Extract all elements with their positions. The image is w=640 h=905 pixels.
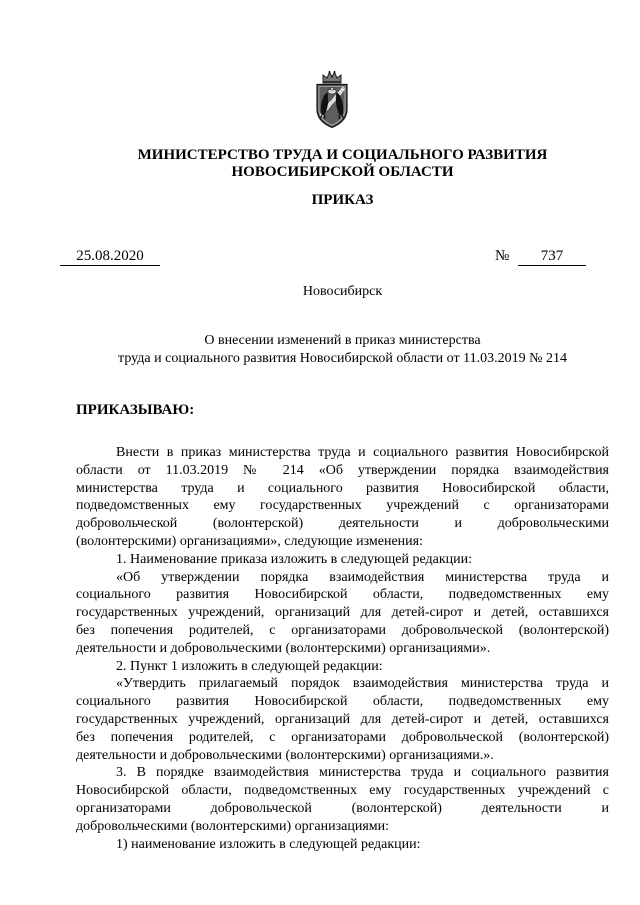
text-line: организаторами добровольческой (волонтерской) деятельности и <box>76 800 609 816</box>
item-3-paragraph <box>76 764 609 835</box>
subject-line2: труда и социального развития Новосибирской области от 11.03.2019 № 214 <box>118 351 567 366</box>
document-date: 25.08.2020 <box>60 248 160 266</box>
subject-line1: О внесении изменений в приказ министерства <box>204 333 481 348</box>
text-line: Новосибирской области, подведомственных ему государственных учреждений с <box>76 783 609 799</box>
item-1-paragraph <box>76 551 609 569</box>
text-line: добровольческой (волонтерской) деятельности и добровольческими <box>76 516 609 532</box>
text-line: деятельности и добровольческими (волонтерскими) организациями.». <box>76 747 494 763</box>
text-line: 1. Наименование приказа изложить в следующей редакции: <box>116 551 473 567</box>
document-type: ПРИКАЗ <box>311 192 374 208</box>
ministry-name-line2: НОВОСИБИРСКОЙ ОБЛАСТИ <box>231 164 454 180</box>
text-line: деятельности и добровольческими (волонтерскими) организациями». <box>76 640 491 656</box>
document-city: Новосибирск <box>302 284 383 299</box>
text-line: добровольческими (волонтерскими) организациями: <box>76 818 390 834</box>
text-line: Внести в приказ министерства труда и социального развития Новосибирской <box>116 445 609 460</box>
item-2-paragraph <box>76 658 609 676</box>
document-number: 737 <box>518 248 586 266</box>
text-line: без попечения родителей, с организаторами добровольческой (волонтерской) <box>76 622 609 638</box>
text-line: без попечения родителей, с организаторами добровольческой (волонтерской) <box>76 729 609 745</box>
item-1-quote-paragraph <box>76 569 609 658</box>
text-line: «Утвердить прилагаемый порядок взаимодействия министерства труда и <box>116 676 609 692</box>
intro-paragraph <box>76 444 609 551</box>
item-2-quote-paragraph <box>76 675 609 764</box>
text-line: государственных учреждений, организаций для детей-сирот и детей, оставшихся <box>76 605 609 621</box>
text-line: министерства труда и социального развития Новосибирской области, <box>76 480 609 496</box>
text-line: 3. В порядке взаимодействия министерства труда и социального развития <box>116 765 609 781</box>
text-line: государственных учреждений, организаций для детей-сирот и детей, оставшихся <box>76 711 609 727</box>
text-line: подведомственных ему государственных учреждений с организаторами <box>76 498 609 514</box>
ministry-name-line1: МИНИСТЕРСТВО ТРУДА И СОЦИАЛЬНОГО РАЗВИТИЯ <box>137 147 548 163</box>
text-line: 2. Пункт 1 изложить в следующей редакции: <box>116 658 383 674</box>
text-line: 1) наименование изложить в следующей редакции: <box>116 836 421 852</box>
number-sign: № <box>495 248 510 264</box>
text-line: социального развития Новосибирской области, подведомственных ему <box>76 587 609 603</box>
coat-of-arms-icon <box>314 69 350 129</box>
text-line: социального развития Новосибирской области, подведомственных ему <box>76 694 609 710</box>
text-line: области от 11.03.2019 № 214 «Об утверждении порядка взаимодействия <box>76 462 609 478</box>
subitem-1-paragraph <box>76 836 609 854</box>
document-body <box>76 444 609 853</box>
text-line: «Об утверждении порядка взаимодействия министерства труда и <box>116 569 609 585</box>
text-line: (волонтерскими) организациями», следующие изменения: <box>76 533 423 549</box>
ministry-name <box>60 147 625 181</box>
directive-heading: ПРИКАЗЫВАЮ: <box>76 402 195 418</box>
document-subject <box>60 332 625 368</box>
